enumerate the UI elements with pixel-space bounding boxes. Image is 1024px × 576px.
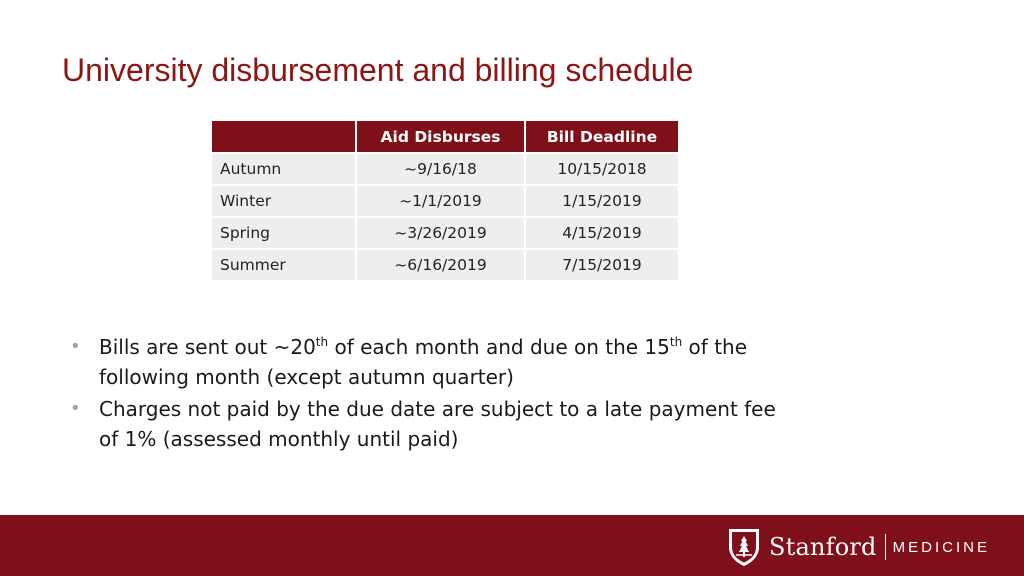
table-row (212, 248, 678, 280)
bullet-list (70, 332, 790, 456)
table-header-row (212, 121, 678, 152)
deadline-cell: 7/15/2019 (526, 248, 678, 280)
bullet-item-billing-schedule (70, 332, 790, 392)
term-cell: Spring (212, 216, 357, 248)
aid-date-cell: ~1/1/2019 (357, 184, 526, 216)
term-cell: Winter (212, 184, 357, 216)
bullet-text: Bills are sent out ~20th of each month and due on the 15th of the following month (except autumn quarter) (99, 335, 748, 389)
aid-date-cell: ~9/16/18 (357, 152, 526, 184)
header-cell-bill-deadline: Bill Deadline (526, 121, 678, 152)
bullet-text: Charges not paid by the due date are subject to a late payment fee of 1% (assessed monthly until paid) (99, 397, 776, 451)
table-row (212, 184, 678, 216)
aid-date-cell: ~3/26/2019 (357, 216, 526, 248)
schedule-table (212, 121, 678, 280)
header-cell-aid-disburses: Aid Disburses (357, 121, 526, 152)
bullet-icon: • (70, 398, 81, 419)
deadline-cell: 10/15/2018 (526, 152, 678, 184)
term-cell: Summer (212, 248, 357, 280)
bullet-icon: • (70, 336, 81, 357)
bullet-item-late-fee (70, 394, 790, 454)
term-cell: Autumn (212, 152, 357, 184)
header-cell-term (212, 121, 357, 152)
brand-subtitle: MEDICINE (892, 538, 990, 556)
stanford-shield-icon (727, 527, 761, 567)
slide-title: University disbursement and billing schedule (62, 52, 694, 88)
table-row (212, 216, 678, 248)
deadline-cell: 4/15/2019 (526, 216, 678, 248)
deadline-cell: 1/15/2019 (526, 184, 678, 216)
brand-name: Stanford (769, 533, 877, 561)
stanford-medicine-logo (727, 528, 990, 566)
logo-divider (885, 534, 886, 560)
table-row (212, 152, 678, 184)
aid-date-cell: ~6/16/2019 (357, 248, 526, 280)
